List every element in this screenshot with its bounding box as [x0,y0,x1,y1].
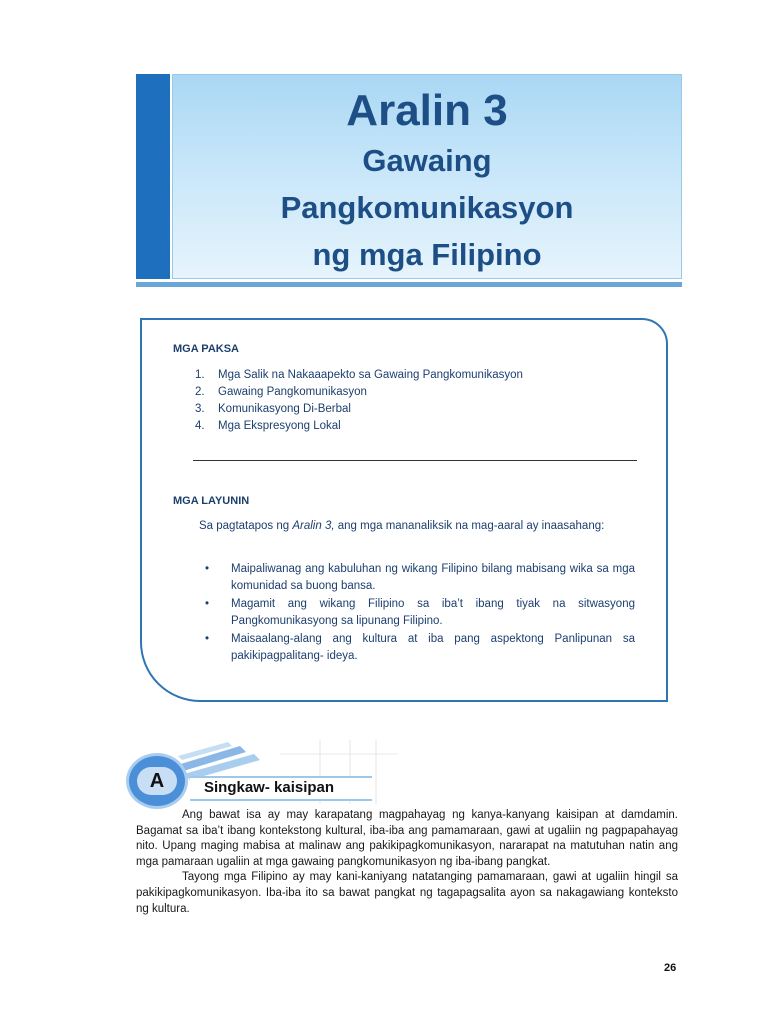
page-number: 26 [664,962,677,974]
lesson-title-line-2: Pangkomunikasyon [280,190,574,225]
topics-heading: MGA PAKSA [173,343,239,355]
section-divider [193,460,637,461]
objectives-list [205,561,635,666]
list-item: 4. Mga Ekspresyong Lokal [195,420,341,432]
section-letter-badge [126,753,188,809]
section-title: Singkaw- kaisipan [204,779,335,796]
list-item: • Maipaliwanag ang kabuluhan ng wikang Filipino bilang mabisang wika sa mga komunidad sa buong bansa. [205,563,635,592]
banner-accent-stripe [136,74,170,279]
list-item: 1. Mga Salik na Nakaaapekto sa Gawaing Pangkomunikasyon [195,369,523,381]
lesson-title-banner [172,74,682,279]
bullet-icon: • [205,563,210,575]
bullet-icon: • [205,633,210,645]
lesson-number: Aralin 3 [346,86,508,135]
topics-list [195,367,523,435]
section-letter: A [137,767,177,795]
bullet-icon: • [205,598,210,610]
list-item: • Maisaalang-alang ang kultura at iba pang aspektong Panlipunan sa pakikipagpalitang- ideya. [205,633,635,662]
objectives-intro: Sa pagtatapos ng Aralin 3, ang mga mananaliksik na mag-aaral ay inaasahang: [199,520,605,532]
paragraph: Ang bawat isa ay may karapatang magpahayag ng kanya-kanyang kaisipan at damdamin. Bagamat sa iba’t ibang kontekstong kultural, iba-iba ang pamamaraan, gawi at ugaliin ng pagpapahayag nito. Upang maging mabisa at malinaw ang pakikipagkomunikasyon, nararapat na matutuhan natin ang mga pamaraan ugaliin at mga gawaing pangkomunikasyon ng iba-ibang pangkat. [136,809,678,868]
lesson-title-line-3: ng mga Filipino [312,237,542,272]
list-item: 2. Gawaing Pangkomunikasyon [195,386,367,398]
lesson-title-line-1: Gawaing [362,143,492,178]
list-item: • Magamit ang wikang Filipino sa iba’t ibang tiyak na sitwasyong Pangkomunikasyong sa lipunang Filipino. [205,598,635,627]
objectives-heading: MGA LAYUNIN [173,495,250,507]
list-item: 3. Komunikasyong Di-Berbal [195,403,351,415]
paragraph: Tayong mga Filipino ay may kani-kaniyang natatanging pamamaraan, gawi at ugaliin hingil sa pakikipagkomunikasyon. Iba-iba ito sa bawat pangkat ng tagapagsalita ayon sa nakagawiang konteksto ng kultura. [136,871,678,915]
section-body [136,808,678,917]
banner-underline [136,282,682,287]
